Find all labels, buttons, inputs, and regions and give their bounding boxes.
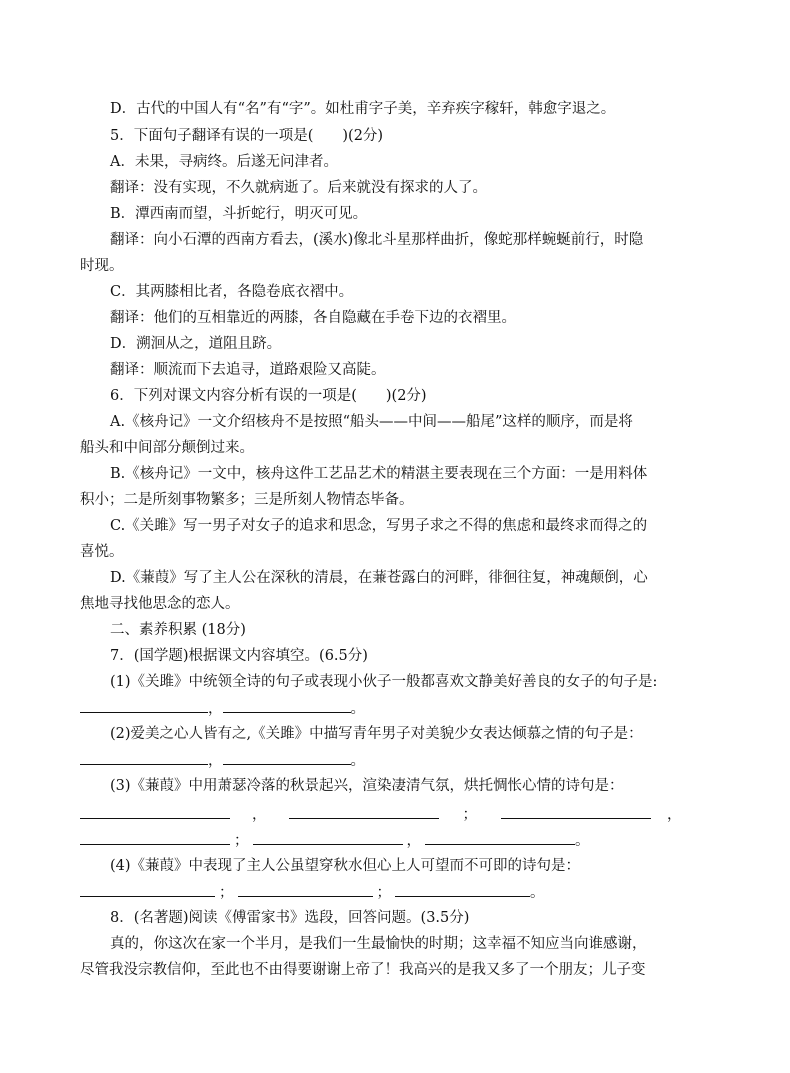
q6-option-c-cont: 喜悦。 <box>80 544 124 560</box>
q6-option-b-cont: 积小；二是所刻事物繁多；三是所刻人物情态毕备。 <box>80 492 414 508</box>
q6-option-d: D.《蒹葭》写了主人公在深秋的清晨，在蒹苍露白的河畔，徘徊往复，神魂颠倒，心 <box>110 570 648 586</box>
q7-2-answer-row <box>80 750 365 771</box>
question-6: 6．下列对课文内容分析有误的一项是( )(2分) <box>110 388 427 404</box>
answer-blank[interactable] <box>80 750 208 765</box>
q5-option-b: B．潭西南而望，斗折蛇行，明灭可见。 <box>110 206 368 222</box>
q7-item-3: (3)《蒹葭》中用萧瑟冷落的秋景起兴，渲染凄清气氛，烘托惆怅心情的诗句是： <box>110 778 624 794</box>
answer-blank[interactable] <box>80 698 208 713</box>
semicolon: ； <box>462 807 477 823</box>
answer-blank[interactable] <box>253 830 403 845</box>
comma: ， <box>406 833 421 849</box>
q5-option-a: A．未果，寻病终。后遂无问津者。 <box>110 154 338 170</box>
q7-1-answer-row <box>80 698 365 719</box>
period: 。 <box>575 833 590 849</box>
q7-3-answer-row-b <box>80 830 590 851</box>
period: 。 <box>350 753 365 769</box>
answer-blank[interactable] <box>238 882 373 897</box>
answer-blank[interactable] <box>223 698 351 713</box>
semicolon: ； <box>219 885 234 901</box>
q7-4-answer-row <box>80 882 545 903</box>
option-d-text: D．古代的中国人有“名”有“字”。如杜甫字子美，辛弃疾字稼轩，韩愈字退之。 <box>110 101 616 117</box>
q6-option-d-cont: 焦地寻找他思念的恋人。 <box>80 596 240 612</box>
section-heading: 二、素养积累 (18分) <box>110 622 246 638</box>
q7-item-4: (4)《蒹葭》中表现了主人公虽望穿秋水但心上人可望而不可即的诗句是： <box>110 858 581 874</box>
q5-option-d-translation: 翻译：顺流而下去追寻，道路艰险又高陡。 <box>110 362 386 378</box>
q5-option-b-translation-cont: 时现。 <box>80 258 124 274</box>
q5-option-c: C．其两膝相比者，各隐卷底衣褶中。 <box>110 284 354 300</box>
q7-item-2: (2)爱美之心人皆有之,《关雎》中描写青年男子对美貌少女表达倾慕之情的句子是： <box>110 726 643 742</box>
q5-option-a-translation: 翻译：没有实现，不久就病逝了。后来就没有探求的人了。 <box>110 180 487 196</box>
answer-blank[interactable] <box>425 830 575 845</box>
answer-blank[interactable] <box>289 804 439 819</box>
comma: ， <box>208 701 223 717</box>
q7-item-1: (1)《关雎》中统领全诗的句子或表现小伙子一般都喜欢文静美好善良的女子的句子是: <box>110 674 658 690</box>
answer-blank[interactable] <box>395 882 530 897</box>
period: 。 <box>530 885 545 901</box>
semicolon: ； <box>376 885 391 901</box>
passage-line-1: 真的，你这次在家一个半月，是我们一生最愉快的时期；这幸福不知应当向谁感谢， <box>110 936 647 952</box>
comma: ， <box>252 807 267 823</box>
q5-option-c-translation: 翻译：他们的互相靠近的两膝，各自隐藏在手卷下边的衣褶里。 <box>110 310 516 326</box>
answer-blank[interactable] <box>80 882 215 897</box>
q5-option-d: D．溯洄从之，道阻且跻。 <box>110 336 282 352</box>
answer-blank[interactable] <box>80 804 230 819</box>
q5-option-b-translation: 翻译：向小石潭的西南方看去，(溪水)像北斗星那样曲折，像蛇那样蜿蜒前行，时隐 <box>110 232 644 248</box>
q6-option-c: C.《关雎》写一男子对女子的追求和思念，写男子求之不得的焦虑和最终求而得之的 <box>110 518 648 534</box>
answer-blank[interactable] <box>223 750 351 765</box>
comma: ， <box>667 807 682 823</box>
answer-blank[interactable] <box>80 830 230 845</box>
answer-blank[interactable] <box>501 804 651 819</box>
comma: ， <box>208 753 223 769</box>
semicolon: ； <box>234 833 249 849</box>
q7-3-answer-row-a <box>80 804 698 825</box>
question-5: 5．下面句子翻译有误的一项是( )(2分) <box>110 128 384 144</box>
q6-option-a: A.《核舟记》一文介绍核舟不是按照“船头——中间——船尾”这样的顺序，而是将 <box>110 414 633 430</box>
period: 。 <box>350 701 365 717</box>
question-7: 7．(国学题)根据课文内容填空。(6.5分) <box>110 648 368 664</box>
passage-line-2: 尽管我没宗教信仰，至此也不由得要谢谢上帝了！我高兴的是我又多了一个朋友；儿子变 <box>80 962 646 978</box>
q6-option-b: B.《核舟记》一文中，核舟这件工艺品艺术的精湛主要表现在三个方面：一是用料体 <box>110 466 648 482</box>
q6-option-a-cont: 船头和中间部分颠倒过来。 <box>80 440 254 456</box>
question-8: 8．(名著题)阅读《傅雷家书》选段，回答问题。(3.5分) <box>110 910 470 926</box>
